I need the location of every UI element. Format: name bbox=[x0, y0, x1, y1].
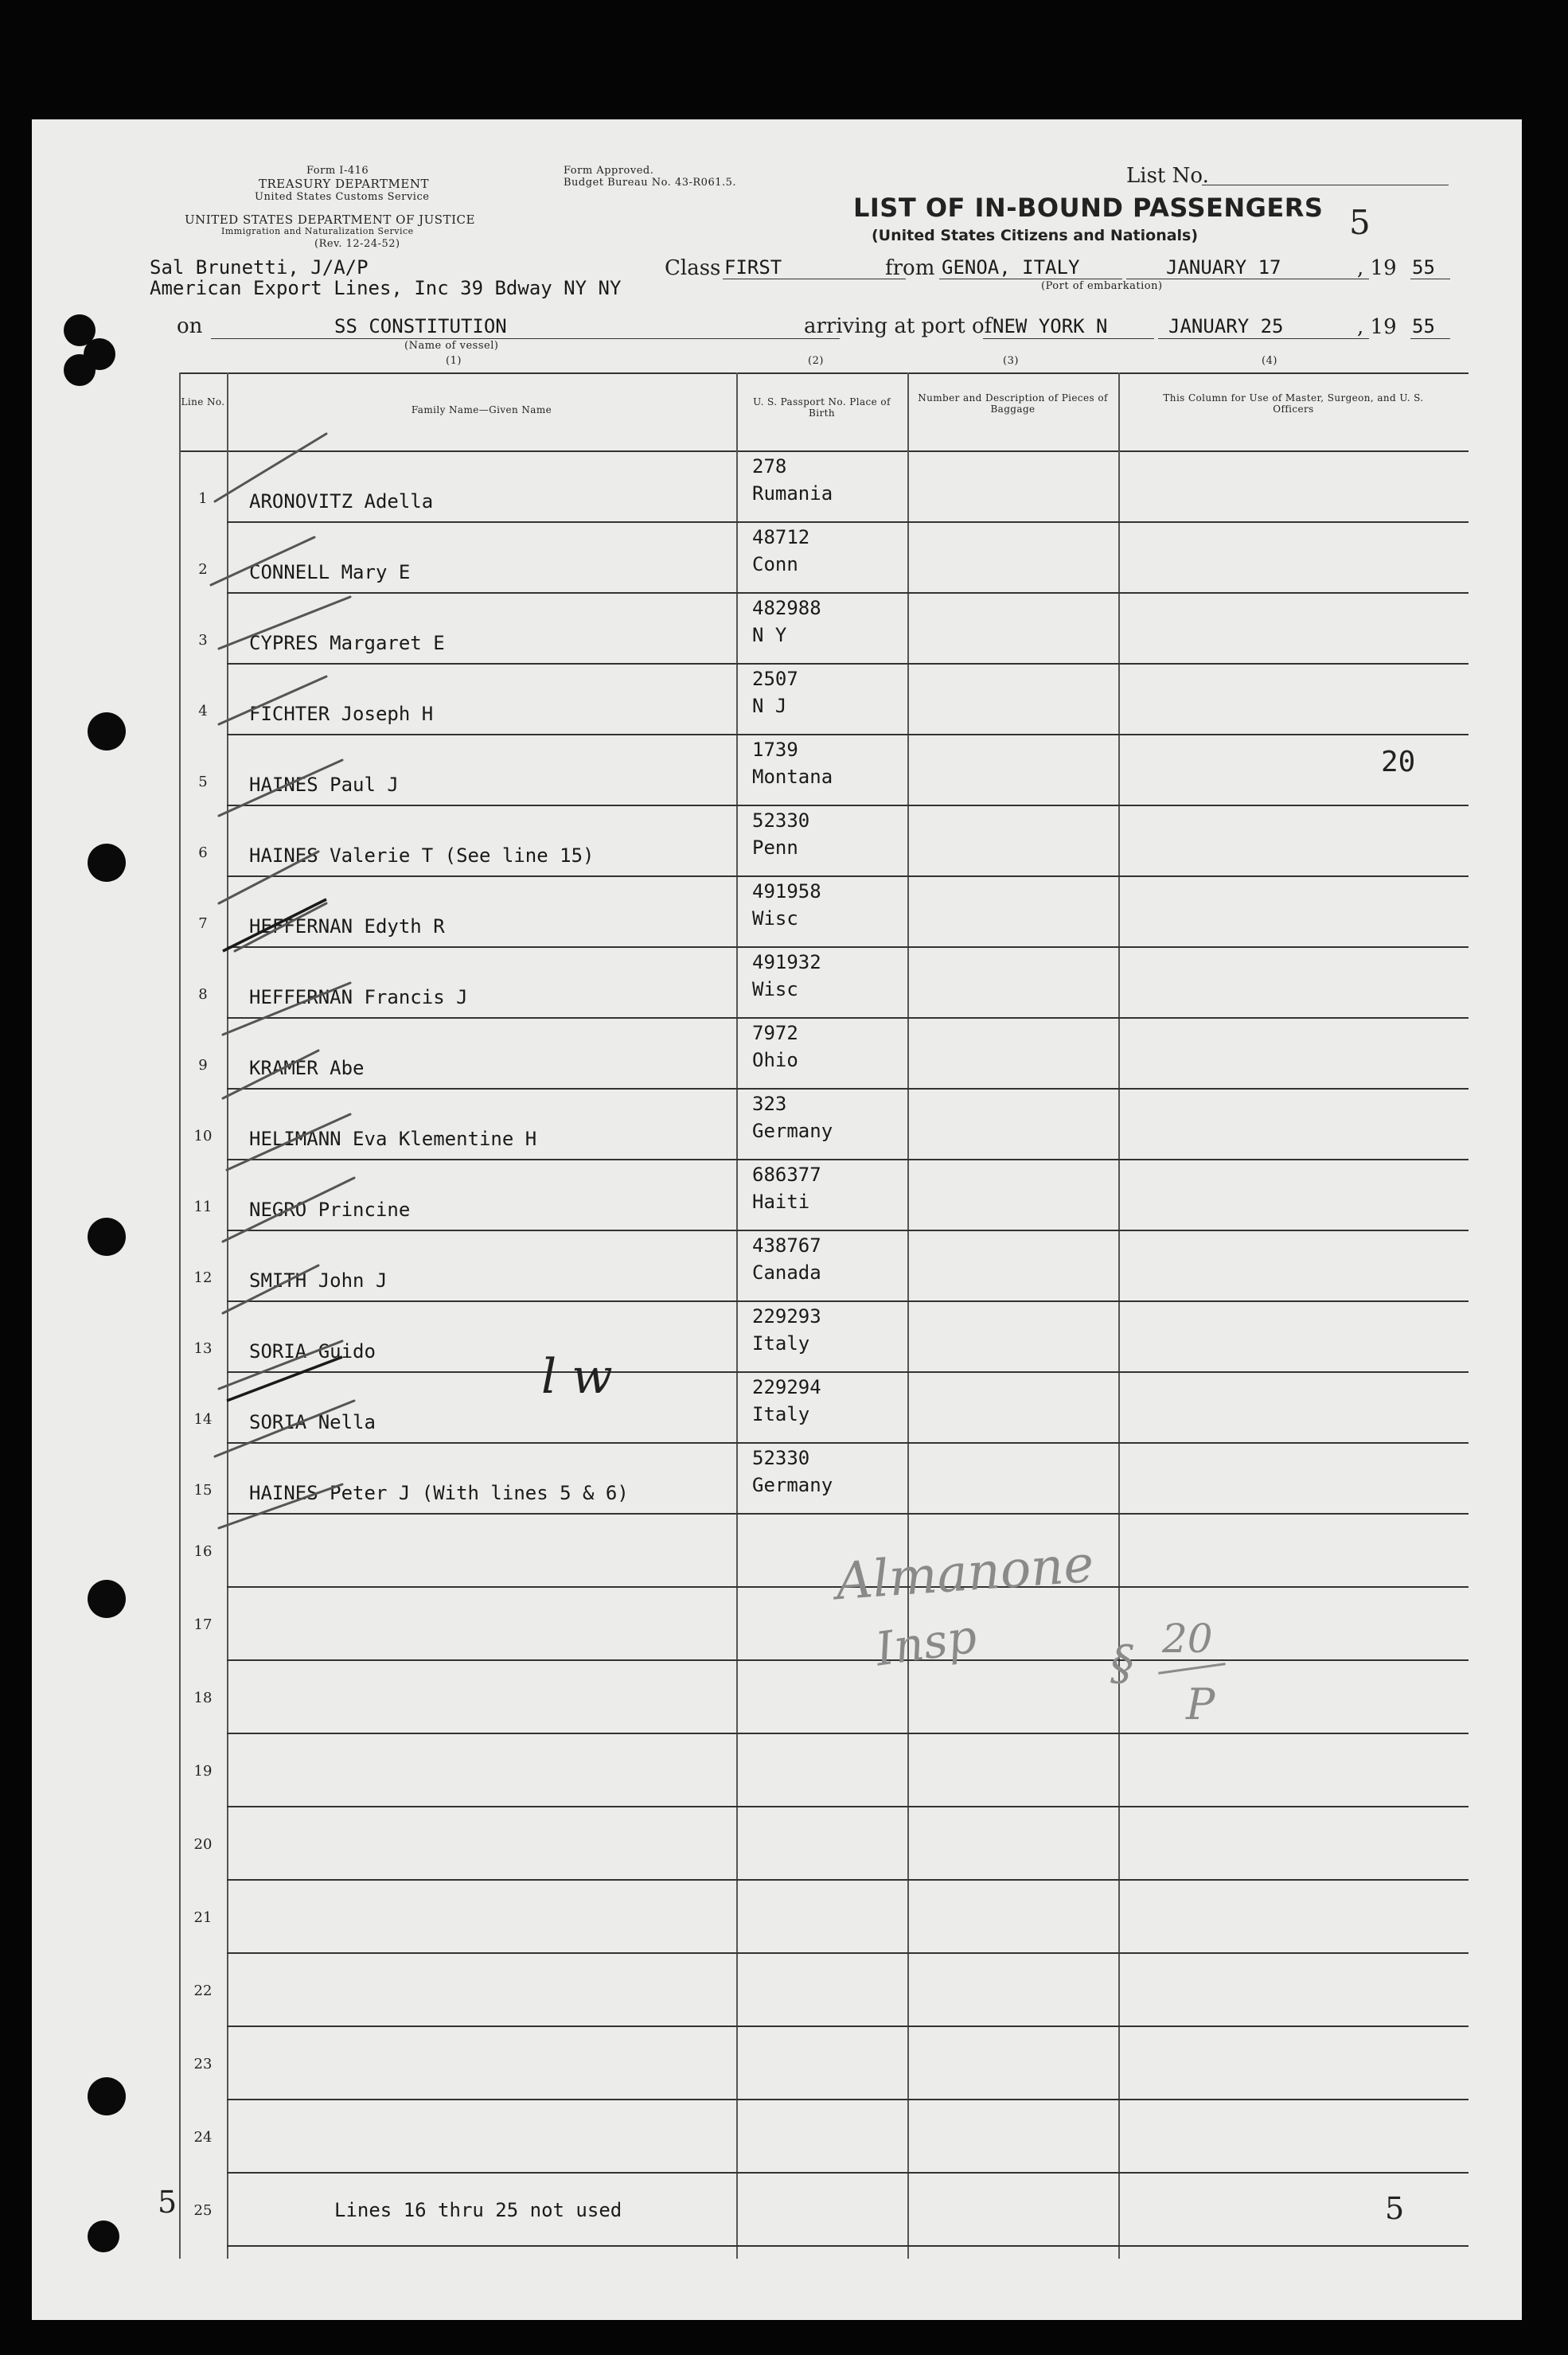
col-num-2: (2) bbox=[808, 355, 824, 367]
col-num-1: (1) bbox=[446, 355, 462, 367]
table-row bbox=[179, 946, 1469, 1017]
table-top-border bbox=[179, 372, 1469, 374]
line-number: 12 bbox=[193, 1269, 213, 1286]
passport-number: 7972 bbox=[752, 1022, 798, 1044]
form-revision: (Rev. 12-24-52) bbox=[314, 238, 400, 250]
customs-service: United States Customs Service bbox=[255, 191, 430, 203]
place-of-birth: Conn bbox=[752, 553, 798, 575]
binder-hole bbox=[88, 1580, 126, 1618]
binder-hole bbox=[64, 354, 96, 386]
line-number: 22 bbox=[193, 1983, 213, 1999]
row-divider bbox=[227, 2172, 1469, 2174]
from-label: from bbox=[885, 256, 935, 280]
passenger-name: SORIA Nella bbox=[249, 1411, 376, 1433]
line-number: 17 bbox=[193, 1616, 213, 1633]
justice-dept: UNITED STATES DEPARTMENT OF JUSTICE bbox=[185, 212, 475, 227]
document-page bbox=[32, 119, 1522, 2320]
place-of-birth: Penn bbox=[752, 836, 798, 859]
passenger-name: CONNELL Mary E bbox=[249, 561, 411, 583]
arriving-label: arriving at port of bbox=[804, 314, 993, 338]
passport-number: 278 bbox=[752, 455, 787, 478]
passenger-name: HAINES Peter J (With lines 5 & 6) bbox=[249, 1482, 629, 1504]
table-row bbox=[179, 1017, 1469, 1088]
col-header-name: Family Name—Given Name bbox=[411, 404, 552, 415]
passport-number: 2507 bbox=[752, 668, 798, 690]
line-number: 15 bbox=[193, 1482, 213, 1499]
line-number: 21 bbox=[193, 1909, 213, 1926]
line-number: 24 bbox=[193, 2129, 213, 2146]
binder-hole bbox=[88, 2077, 126, 2115]
passenger-name: NEGRO Princine bbox=[249, 1199, 411, 1221]
col-num-3: (3) bbox=[1003, 355, 1019, 367]
col-num-4: (4) bbox=[1262, 355, 1277, 367]
table-row bbox=[179, 875, 1469, 946]
line-number: 5 bbox=[198, 774, 208, 790]
table-row bbox=[179, 663, 1469, 734]
row-divider bbox=[227, 1659, 1469, 1661]
line-number: 14 bbox=[193, 1411, 213, 1428]
line-number: 3 bbox=[198, 632, 208, 649]
handwritten-mark: l w bbox=[541, 1349, 613, 1405]
passport-number: 52330 bbox=[752, 1447, 810, 1469]
handwritten-symbol: § bbox=[1110, 1636, 1134, 1691]
handwritten-fraction-bottom: P bbox=[1186, 1679, 1215, 1729]
place-of-birth: N J bbox=[752, 695, 787, 717]
line-number: 10 bbox=[193, 1128, 213, 1144]
form-title: LIST OF IN-BOUND PASSENGERS bbox=[853, 193, 1324, 223]
passenger-name: CYPRES Margaret E bbox=[249, 632, 445, 654]
line-number: 4 bbox=[198, 703, 208, 719]
line-number: 9 bbox=[198, 1057, 208, 1074]
place-of-birth: Wisc bbox=[752, 907, 798, 930]
passport-number: 491932 bbox=[752, 951, 821, 973]
table-row bbox=[179, 1088, 1469, 1159]
line-number: 25 bbox=[193, 2202, 213, 2219]
depart-year: 55 bbox=[1412, 256, 1435, 279]
line-number: 2 bbox=[198, 561, 208, 578]
arrival-year-line bbox=[1410, 338, 1450, 339]
class-label: Class bbox=[665, 256, 721, 280]
list-no-label: List No. bbox=[1126, 164, 1209, 188]
row-divider bbox=[227, 2245, 1469, 2247]
table-row bbox=[179, 521, 1469, 592]
passenger-name: FICHTER Joseph H bbox=[249, 703, 434, 725]
arrival-year-prefix: , 19 bbox=[1357, 315, 1397, 339]
passport-number: 491958 bbox=[752, 880, 821, 903]
binder-hole bbox=[88, 844, 126, 882]
line-number: 1 bbox=[198, 490, 208, 507]
arrival-port: NEW YORK N bbox=[993, 315, 1108, 337]
passport-number: 482988 bbox=[752, 597, 821, 619]
arrival-year: 55 bbox=[1412, 315, 1435, 337]
col-header-passport: U. S. Passport No. Place of Birth bbox=[753, 396, 891, 419]
passport-number: 323 bbox=[752, 1093, 787, 1115]
treasury-dept: TREASURY DEPARTMENT bbox=[259, 177, 429, 191]
row-divider bbox=[227, 1733, 1469, 1734]
port-embark-caption: (Port of embarkation) bbox=[1041, 280, 1163, 292]
passenger-name: SORIA Guido bbox=[249, 1340, 376, 1363]
depart-date: JANUARY 17 bbox=[1166, 256, 1281, 279]
passenger-name: ARONOVITZ Adella bbox=[249, 490, 434, 513]
passenger-name: SMITH John J bbox=[249, 1269, 388, 1292]
passport-number: 48712 bbox=[752, 526, 810, 548]
place-of-birth: Canada bbox=[752, 1261, 821, 1284]
line-number: 20 bbox=[193, 1836, 213, 1853]
table-row bbox=[179, 1159, 1469, 1230]
row-divider bbox=[227, 1513, 1469, 1515]
passport-number: 686377 bbox=[752, 1164, 821, 1186]
row-divider bbox=[227, 1806, 1469, 1807]
line-number: 11 bbox=[193, 1199, 213, 1215]
table-row bbox=[179, 1300, 1469, 1371]
passport-number: 229294 bbox=[752, 1376, 821, 1398]
line-number: 16 bbox=[193, 1543, 213, 1560]
place-of-birth: Wisc bbox=[752, 978, 798, 1000]
class-value: FIRST bbox=[724, 256, 782, 279]
left-margin-mark: 5 bbox=[158, 2185, 177, 2220]
passenger-name: HELIMANN Eva Klementine H bbox=[249, 1128, 537, 1150]
table-row bbox=[179, 450, 1469, 521]
vessel-line bbox=[211, 338, 840, 339]
place-of-birth: Haiti bbox=[752, 1191, 810, 1213]
row-divider bbox=[227, 1879, 1469, 1881]
binder-hole bbox=[88, 712, 126, 751]
line-number: 18 bbox=[193, 1690, 213, 1706]
vessel-name: SS CONSTITUTION bbox=[334, 315, 507, 337]
company-name: American Export Lines, Inc 39 Bdway NY NY bbox=[150, 277, 622, 299]
place-of-birth: Germany bbox=[752, 1120, 833, 1142]
place-of-birth: Germany bbox=[752, 1474, 833, 1496]
place-of-birth: Italy bbox=[752, 1332, 810, 1355]
arrival-date: JANUARY 25 bbox=[1168, 315, 1284, 337]
line-number: 8 bbox=[198, 986, 208, 1003]
form-approved: Form Approved. bbox=[564, 165, 654, 177]
col-header-line-no: Line No. bbox=[181, 396, 225, 407]
vessel-caption: (Name of vessel) bbox=[404, 340, 499, 352]
passport-number: 438767 bbox=[752, 1234, 821, 1257]
arrival-date-line bbox=[1158, 338, 1369, 339]
row-divider bbox=[227, 2026, 1469, 2027]
form-subtitle: (United States Citizens and Nationals) bbox=[872, 227, 1199, 244]
line-number: 7 bbox=[198, 915, 208, 932]
passenger-name: HAINES Valerie T (See line 15) bbox=[249, 844, 595, 867]
handwritten-fraction-top: 20 bbox=[1162, 1616, 1213, 1662]
from-value: GENOA, ITALY bbox=[942, 256, 1080, 279]
table-row bbox=[179, 1371, 1469, 1442]
binder-hole bbox=[88, 2220, 119, 2252]
place-of-birth: Ohio bbox=[752, 1049, 798, 1071]
line-number: 13 bbox=[193, 1340, 213, 1357]
place-of-birth: Rumania bbox=[752, 482, 833, 505]
line-number: 23 bbox=[193, 2056, 213, 2072]
binder-hole bbox=[88, 1218, 126, 1256]
list-no: 5 bbox=[1349, 203, 1371, 242]
budget-bureau: Budget Bureau No. 43-R061.5. bbox=[564, 177, 737, 189]
passenger-name: KRAMER Abe bbox=[249, 1057, 365, 1079]
passport-number: 229293 bbox=[752, 1305, 821, 1328]
officer-count: 20 bbox=[1381, 746, 1416, 778]
immigration-service: Immigration and Naturalization Service bbox=[221, 226, 414, 236]
handwritten-insp: Insp bbox=[872, 1608, 981, 1677]
place-of-birth: N Y bbox=[752, 624, 787, 646]
row-divider bbox=[227, 1952, 1469, 1954]
handwritten-name: Almanone bbox=[833, 1534, 1096, 1612]
place-of-birth: Montana bbox=[752, 766, 833, 788]
agent-name: Sal Brunetti, J/A/P bbox=[150, 256, 369, 279]
arrival-port-line bbox=[983, 338, 1154, 339]
passport-number: 52330 bbox=[752, 809, 810, 832]
table-row bbox=[179, 592, 1469, 663]
passenger-name: HAINES Paul J bbox=[249, 774, 399, 796]
table-row bbox=[179, 734, 1469, 805]
place-of-birth: Italy bbox=[752, 1403, 810, 1425]
form-number: Form I-416 bbox=[306, 165, 369, 177]
on-label: on bbox=[177, 314, 203, 338]
col-header-baggage: Number and Description of Pieces of Baggage bbox=[918, 392, 1108, 415]
passenger-name: HEFFERNAN Francis J bbox=[249, 986, 468, 1008]
footer-mark: 5 bbox=[1385, 2191, 1405, 2226]
table-row bbox=[179, 1230, 1469, 1300]
passenger-name: HEFFERNAN Edyth R bbox=[249, 915, 445, 938]
col-header-officers: This Column for Use of Master, Surgeon, and U. S. Officers bbox=[1163, 392, 1424, 415]
footer-note: Lines 16 thru 25 not used bbox=[334, 2199, 622, 2221]
line-number: 19 bbox=[193, 1763, 213, 1780]
line-number: 6 bbox=[198, 844, 208, 861]
table-row bbox=[179, 805, 1469, 875]
row-divider bbox=[227, 2099, 1469, 2100]
passport-number: 1739 bbox=[752, 739, 798, 761]
table-row bbox=[179, 1442, 1469, 1513]
depart-year-prefix: , 19 bbox=[1357, 256, 1397, 280]
